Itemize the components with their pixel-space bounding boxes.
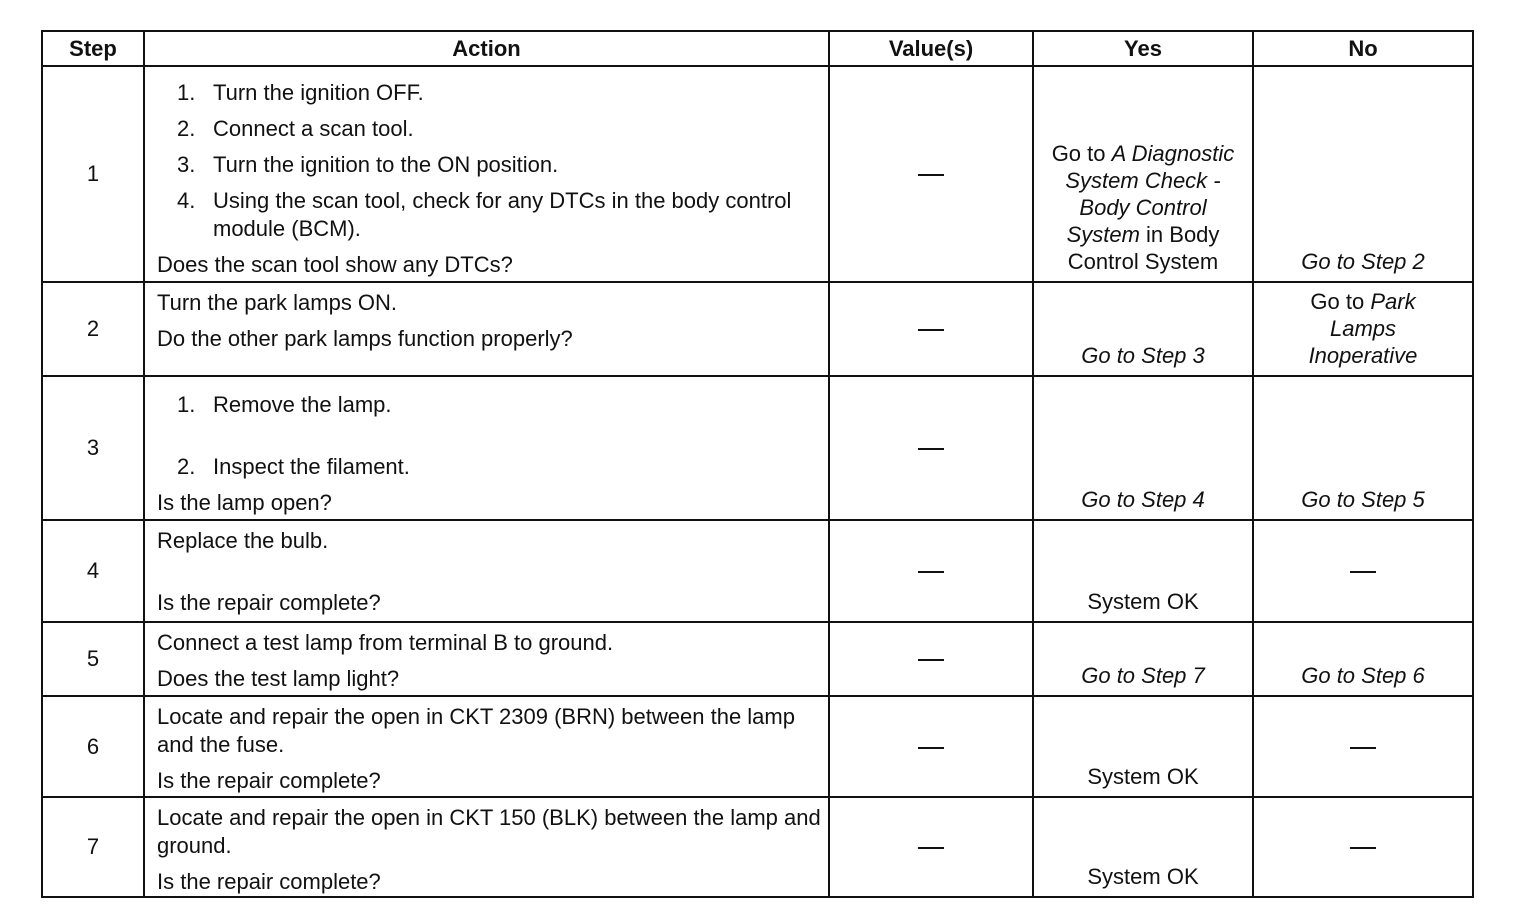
value-cell [829,282,1033,376]
dash [918,329,944,331]
no-cell [1253,282,1473,376]
no-cell [1253,797,1473,897]
no-cell [1253,520,1473,622]
no-link[interactable]: Go to Step 5 [1301,487,1425,512]
action-question: Is the repair complete? [157,768,381,793]
yes-cell [1033,696,1253,797]
header-no: No [1253,31,1473,66]
header-yes: Yes [1033,31,1253,66]
action-cell [144,622,829,696]
header-value: Value(s) [829,31,1033,66]
no-link[interactable]: Go to Step 6 [1301,663,1425,688]
no-text: Go to [1310,289,1371,314]
yes-text: System OK [1087,589,1199,614]
step-number: 3 [42,376,144,520]
action-question: Do the other park lamps function properly? [157,326,573,351]
yes-link[interactable]: Go to Step 7 [1081,663,1205,688]
yes-text: System OK [1087,764,1199,789]
step-number: 7 [42,797,144,897]
yes-cell [1033,797,1253,897]
no-link[interactable]: Park Lamps Inoperative [1308,289,1418,368]
dash [1350,571,1376,573]
dash [918,571,944,573]
header-row [42,31,1473,66]
action-cell: 1. Turn the ignition OFF. 2. Connect a scan tool. 3. Turn the ignition to the ON position. 4. Using the scan tool, check for any DTCs in the body control module (BCM). Does the scan tool show any DTCs? [144,66,829,282]
no-link[interactable]: Go to Step 2 [1301,249,1425,274]
value-cell [829,520,1033,622]
action-text: Connect a test lamp from terminal B to ground. [157,630,614,655]
action-item: Turn the ignition OFF. [213,80,424,105]
table-row [42,520,1473,622]
action-question: Is the repair complete? [157,590,381,615]
action-item: Connect a scan tool. [213,116,414,141]
yes-link[interactable]: Go to Step 3 [1081,343,1205,368]
step-number: 5 [42,622,144,696]
table-row [42,797,1473,897]
yes-link[interactable]: Go to Step 4 [1081,487,1205,512]
value-cell [829,622,1033,696]
step-number: 6 [42,696,144,797]
action-text: Turn the park lamps ON. [157,290,398,315]
yes-cell [1033,66,1253,282]
action-text: Locate and repair the open in CKT 2309 (BRN) between the lamp and the fuse. [157,704,795,757]
yes-cell [1033,376,1253,520]
action-question: Is the lamp open? [157,490,332,515]
action-cell [144,696,829,797]
action-cell [144,282,829,376]
dash [1350,847,1376,849]
yes-text: Go to [1051,141,1112,166]
header-step: Step [42,31,144,66]
yes-cell [1033,282,1253,376]
no-cell [1253,376,1473,520]
action-text: Locate and repair the open in CKT 150 (BLK) between the lamp and ground. [157,805,821,858]
table-row [42,622,1473,696]
action-text: Replace the bulb. [157,528,329,553]
dash [1350,747,1376,749]
action-question: Is the repair complete? [157,869,381,894]
dash [918,659,944,661]
value-cell [829,66,1033,282]
dash [918,747,944,749]
yes-text: in Body Control System [1067,222,1220,274]
no-cell [1253,696,1473,797]
action-item: Inspect the filament. [213,454,410,479]
table-row [42,696,1473,797]
action-question: Does the scan tool show any DTCs? [157,252,513,277]
no-cell [1253,622,1473,696]
action-question: Does the test lamp light? [157,666,400,691]
action-cell [144,520,829,622]
action-cell: 1. Remove the lamp. 2. Inspect the filament. Is the lamp open? [144,376,829,520]
table-row [42,376,1473,520]
dash [918,174,944,176]
value-cell [829,696,1033,797]
action-item: Remove the lamp. [213,392,392,417]
dash [918,448,944,450]
step-number: 4 [42,520,144,622]
value-cell [829,376,1033,520]
action-cell [144,797,829,897]
action-item: Using the scan tool, check for any DTCs in the body control module (BCM). [213,188,792,241]
header-action: Action [144,31,829,66]
diagnostic-table [41,30,1474,898]
dash [918,847,944,849]
no-cell [1253,66,1473,282]
action-item: Turn the ignition to the ON position. [213,152,559,177]
step-number: 1 [42,66,144,282]
table-row [42,66,1473,282]
table-row [42,282,1473,376]
yes-cell [1033,622,1253,696]
step-number: 2 [42,282,144,376]
yes-link[interactable]: A Diagnostic System Check - Body Control System [1065,141,1235,247]
value-cell [829,797,1033,897]
yes-text: System OK [1087,864,1199,889]
yes-cell [1033,520,1253,622]
